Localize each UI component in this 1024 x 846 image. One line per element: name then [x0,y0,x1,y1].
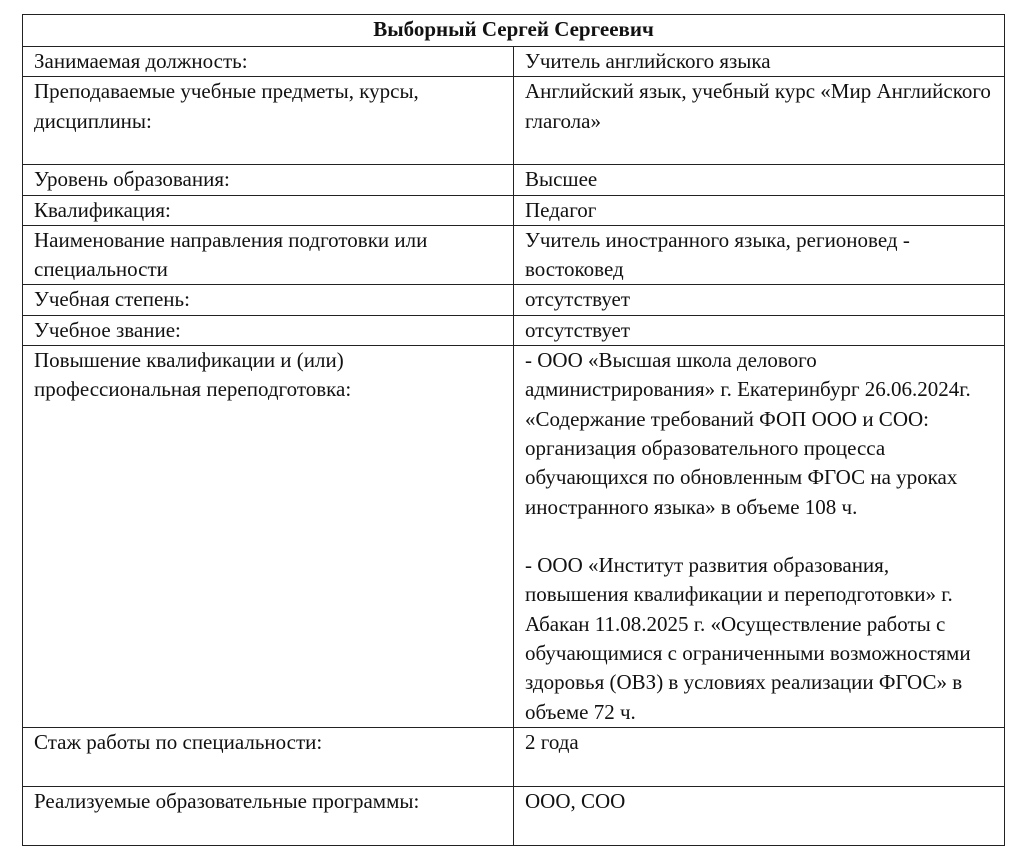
field-label: Преподаваемые учебные предметы, курсы, дисциплины: [23,77,514,165]
field-label: Повышение квалификации и (или) профессиональная переподготовка: [23,346,514,728]
field-value-paragraph: 2 года [525,729,579,754]
title-row [23,15,1005,47]
field-value-paragraph: - ООО «Институт развития образования, повышения квалификации и переподготовки» г. Абакан 11.08.2025 г. «Осуществление работы с обучающимися с ограниченными возможностями здоровья (ОВЗ) в условиях реализации ФГОС» в объеме 72 ч. [525,553,971,724]
field-value-paragraph: - ООО «Высшая школа делового администрирования» г. Екатеринбург 26.06.2024г. «Содержание требований ФОП ООО и СОО: организация образовательного процесса обучающихся по обновленным ФГОС на уроках иностранного языка» в объеме 108 ч. [525,348,971,519]
table-row [23,285,1005,315]
field-label: Квалификация: [23,195,514,225]
table-row [23,727,1005,786]
field-value [514,77,1005,165]
field-value-paragraph: Высшее [525,167,598,192]
field-value [514,346,1005,728]
teacher-info-table [22,14,1005,846]
field-value [514,195,1005,225]
table-row [23,225,1005,285]
field-value-paragraph: ООО, СОО [525,788,626,813]
field-label: Уровень образования: [23,165,514,195]
field-value-paragraph: отсутствует [525,317,631,342]
field-label: Учебное звание: [23,315,514,345]
table-row [23,165,1005,195]
field-value [514,285,1005,315]
field-value-paragraph: Учитель английского языка [525,49,771,73]
table-row [23,346,1005,728]
field-label: Наименование направления подготовки или специальности [23,225,514,285]
field-value [514,225,1005,285]
field-value-paragraph: Английский язык, учебный курс «Мир Английского глагола» [525,79,991,133]
field-value [514,47,1005,77]
field-value [514,786,1005,845]
table-row [23,77,1005,165]
field-value-paragraph: Учитель иностранного языка, регионовед - востоковед [525,227,910,282]
field-label: Занимаемая должность: [23,47,514,77]
field-label: Стаж работы по специальности: [23,727,514,786]
field-value-paragraph: Педагог [525,197,597,222]
field-value [514,315,1005,345]
table-row [23,47,1005,77]
teacher-name: Выборный Сергей Сергеевич [23,15,1005,47]
field-value [514,165,1005,195]
table-row [23,315,1005,345]
field-value-paragraph: отсутствует [525,287,631,312]
table-row [23,195,1005,225]
table-row [23,786,1005,845]
field-value [514,727,1005,786]
field-label: Реализуемые образовательные программы: [23,786,514,845]
field-label: Учебная степень: [23,285,514,315]
